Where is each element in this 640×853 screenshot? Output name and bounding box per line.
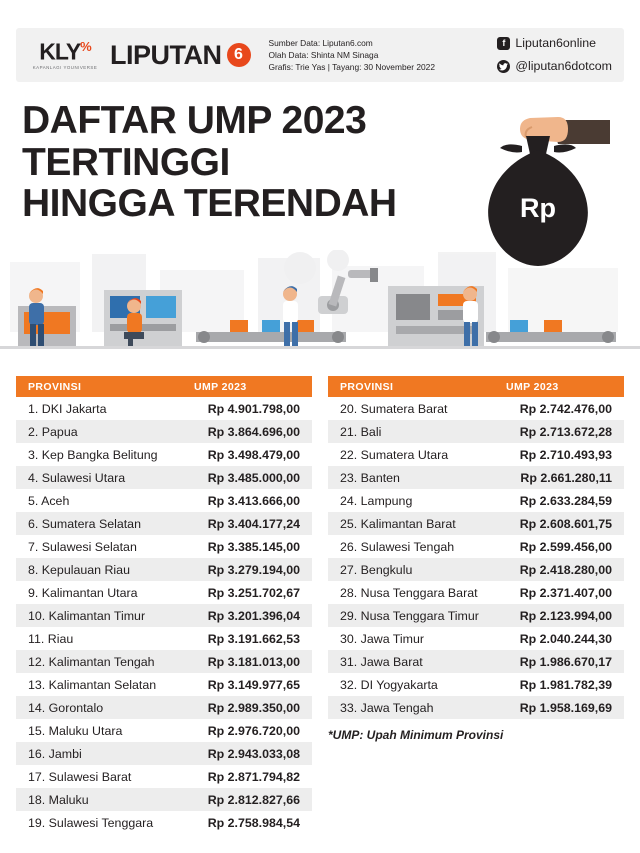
amount-cell: Rp 1.986.670,17 (519, 654, 612, 669)
twitter-handle-row[interactable] (497, 55, 612, 78)
province-cell: 24. Lampung (340, 493, 413, 508)
source-line-1: Sumber Data: Liputan6.com (268, 37, 373, 48)
amount-cell: Rp 3.279.194,00 (207, 562, 300, 577)
amount-cell: Rp 3.864.696,00 (207, 424, 300, 439)
amount-cell: Rp 2.661.280,11 (520, 470, 612, 485)
page-title (22, 100, 442, 225)
kly-logo-percent: % (80, 38, 91, 54)
table-row (16, 443, 312, 466)
province-cell: 5. Aceh (28, 493, 70, 508)
amount-cell: Rp 2.710.493,93 (519, 447, 612, 462)
amount-cell: Rp 2.713.672,28 (519, 424, 612, 439)
province-cell: 28. Nusa Tenggara Barat (340, 585, 478, 600)
title-line-2: TERTINGGI (22, 140, 230, 184)
column-header-amount: UMP 2023 (194, 380, 247, 393)
table-row (328, 489, 624, 512)
province-cell: 31. Jawa Barat (340, 654, 423, 669)
source-credits (269, 37, 436, 74)
amount-cell: Rp 3.201.396,04 (207, 608, 300, 623)
table-row (16, 535, 312, 558)
province-cell: 6. Sumatera Selatan (28, 516, 141, 531)
amount-cell: Rp 2.989.350,00 (207, 700, 300, 715)
province-cell: 10. Kalimantan Timur (28, 608, 146, 623)
source-line-3: Grafis: Trie Yas | Tayang: 30 November 2022 (268, 62, 436, 73)
province-cell: 3. Kep Bangka Belitung (28, 447, 158, 462)
province-cell: 9. Kalimantan Utara (28, 585, 138, 600)
table-row (16, 581, 312, 604)
province-cell: 25. Kalimantan Barat (340, 516, 456, 531)
amount-cell: Rp 3.181.013,00 (207, 654, 300, 669)
amount-cell: Rp 3.404.177,24 (207, 516, 300, 531)
table-row (16, 696, 312, 719)
money-bag-illustration (460, 100, 610, 270)
twitter-icon (497, 60, 510, 73)
province-cell: 29. Nusa Tenggara Timur (340, 608, 479, 623)
table-row (16, 788, 312, 811)
amount-cell: Rp 3.485.000,00 (207, 470, 300, 485)
province-cell: 17. Sulawesi Barat (28, 769, 132, 784)
province-cell: 8. Kepulauan Riau (28, 562, 130, 577)
table-row (16, 512, 312, 535)
column-header-amount: UMP 2023 (506, 380, 559, 393)
column-header-province: PROVINSI (28, 380, 82, 393)
title-line-3: HINGGA TERENDAH (22, 182, 397, 226)
amount-cell: Rp 3.191.662,53 (207, 631, 300, 646)
province-cell: 30. Jawa Timur (340, 631, 425, 646)
title-line-1: DAFTAR UMP 2023 (22, 99, 367, 142)
liputan6-logo-text: LIPUTAN (110, 39, 222, 70)
table-body-left (16, 397, 312, 834)
province-cell: 2. Papua (28, 424, 78, 439)
table-row (328, 673, 624, 696)
province-cell: 13. Kalimantan Selatan (28, 677, 157, 692)
province-cell: 23. Banten (340, 470, 400, 485)
province-cell: 11. Riau (28, 631, 74, 646)
table-row (16, 627, 312, 650)
table-row (328, 558, 624, 581)
table-body-right (328, 397, 624, 719)
table-row (328, 535, 624, 558)
province-cell: 32. DI Yogyakarta (340, 677, 438, 692)
ump-table-right (328, 376, 624, 719)
table-row (16, 397, 312, 420)
table-row (328, 627, 624, 650)
table-row (328, 420, 624, 443)
source-line-2: Olah Data: Shinta NM Sinaga (268, 49, 379, 60)
province-cell: 14. Gorontalo (28, 700, 104, 715)
table-row (16, 604, 312, 627)
money-bag-label: Rp (520, 193, 556, 223)
province-cell: 12. Kalimantan Tengah (28, 654, 155, 669)
amount-cell: Rp 3.385.145,00 (207, 539, 300, 554)
province-cell: 22. Sumatera Utara (340, 447, 449, 462)
amount-cell: Rp 2.123.994,00 (519, 608, 612, 623)
amount-cell: Rp 2.871.794,82 (207, 769, 300, 784)
ump-table-left (16, 376, 312, 834)
facebook-handle: Liputan6online (515, 35, 596, 50)
table-row (328, 604, 624, 627)
province-cell: 27. Bengkulu (340, 562, 413, 577)
table-row (16, 650, 312, 673)
province-cell: 4. Sulawesi Utara (28, 470, 126, 485)
twitter-handle: @liputan6dotcom (515, 58, 612, 73)
province-cell: 7. Sulawesi Selatan (28, 539, 137, 554)
table-row (16, 719, 312, 742)
amount-cell: Rp 3.498.479,00 (207, 447, 300, 462)
amount-cell: Rp 2.633.284,59 (519, 493, 612, 508)
amount-cell: Rp 2.608.601,75 (519, 516, 612, 531)
kly-logo-main: KLY (39, 38, 81, 65)
table-row (16, 466, 312, 489)
facebook-handle-row[interactable] (497, 32, 612, 55)
facebook-icon: f (497, 37, 510, 50)
amount-cell: Rp 3.251.702,67 (207, 585, 300, 600)
amount-cell: Rp 1.981.782,39 (519, 677, 612, 692)
kly-logo (16, 28, 106, 82)
table-header-right (328, 376, 624, 397)
amount-cell: Rp 2.943.033,08 (207, 746, 300, 761)
amount-cell: Rp 2.742.476,00 (519, 401, 612, 416)
province-cell: 15. Maluku Utara (28, 723, 123, 738)
table-row (328, 443, 624, 466)
amount-cell: Rp 2.976.720,00 (207, 723, 300, 738)
amount-cell: Rp 3.149.977,65 (207, 677, 300, 692)
table-row (328, 512, 624, 535)
table-row (16, 558, 312, 581)
table-row (328, 397, 624, 420)
table-row (16, 420, 312, 443)
province-cell: 18. Maluku (28, 792, 89, 807)
amount-cell: Rp 2.418.280,00 (519, 562, 612, 577)
table-row (328, 696, 624, 719)
table-header-left (16, 376, 312, 397)
amount-cell: Rp 2.812.827,66 (207, 792, 300, 807)
header-bar (16, 28, 624, 82)
amount-cell: Rp 2.040.244,30 (519, 631, 612, 646)
province-cell: 1. DKI Jakarta (28, 401, 107, 416)
social-handles (497, 32, 612, 78)
factory-illustration (0, 250, 640, 375)
table-row (328, 466, 624, 489)
amount-cell: Rp 2.371.407,00 (519, 585, 612, 600)
province-cell: 20. Sumatera Barat (340, 401, 448, 416)
amount-cell: Rp 1.958.169,69 (519, 700, 612, 715)
table-row (16, 811, 312, 834)
province-cell: 33. Jawa Tengah (340, 700, 434, 715)
table-row (328, 581, 624, 604)
table-row (16, 489, 312, 512)
province-cell: 16. Jambi (28, 746, 82, 761)
liputan6-logo-badge: 6 (227, 43, 251, 67)
table-row (328, 650, 624, 673)
province-cell: 26. Sulawesi Tengah (340, 539, 455, 554)
column-header-province: PROVINSI (340, 380, 394, 393)
liputan6-logo (110, 39, 251, 70)
footnote: *UMP: Upah Minimum Provinsi (328, 728, 504, 742)
table-row (16, 673, 312, 696)
amount-cell: Rp 2.599.456,00 (519, 539, 612, 554)
amount-cell: Rp 2.758.984,54 (207, 815, 300, 830)
kly-logo-subtitle: KAPANLAGI YOUNIVERSE (32, 65, 98, 71)
amount-cell: Rp 4.901.798,00 (207, 401, 300, 416)
province-cell: 19. Sulawesi Tenggara (28, 815, 154, 830)
province-cell: 21. Bali (340, 424, 382, 439)
table-row (16, 765, 312, 788)
table-row (16, 742, 312, 765)
kly-logo-text (39, 40, 90, 64)
amount-cell: Rp 3.413.666,00 (207, 493, 300, 508)
